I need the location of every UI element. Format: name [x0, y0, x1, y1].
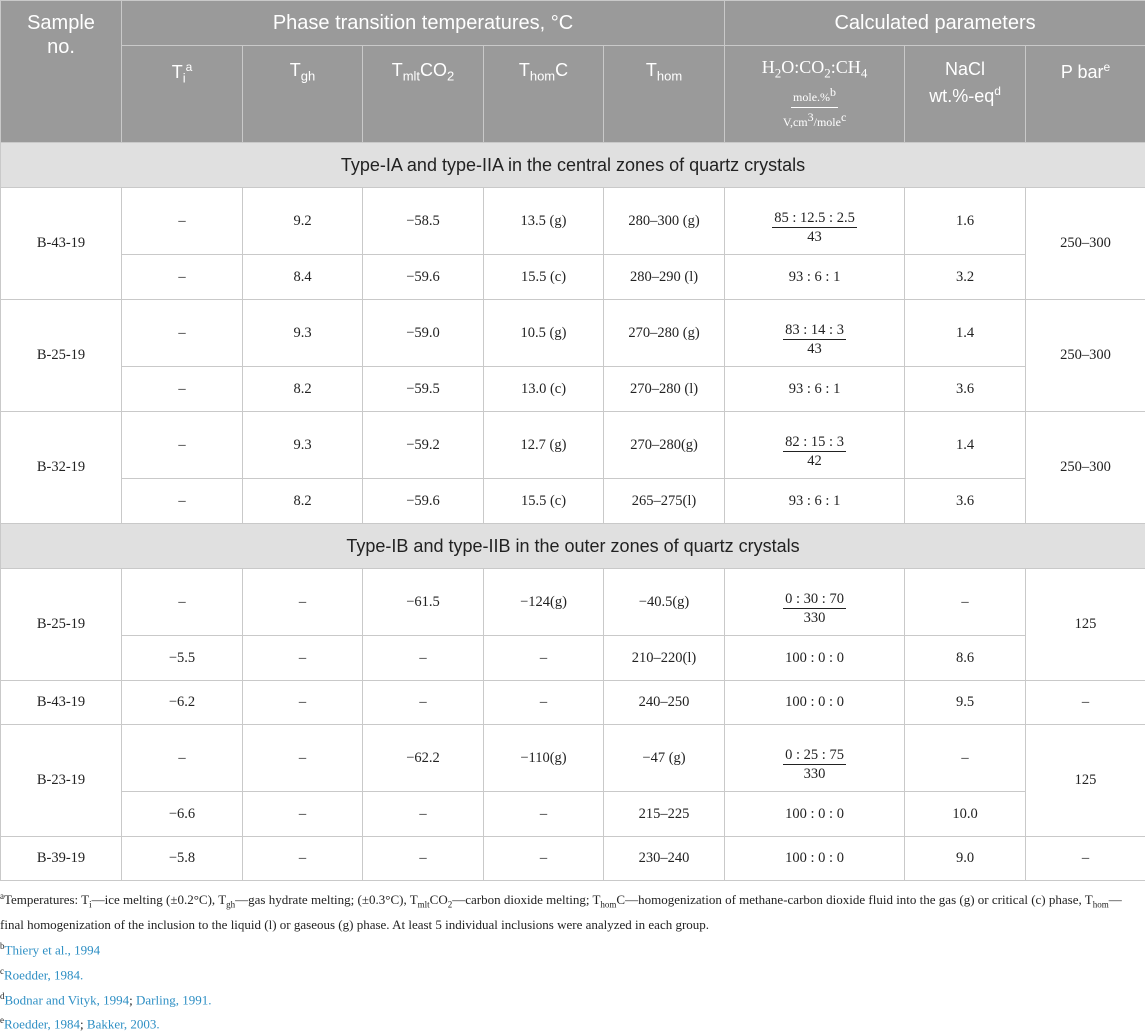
tgh-cell: 8.2 — [243, 479, 363, 524]
table-row — [1, 300, 1145, 367]
tmlt-cell: −62.2 — [363, 725, 484, 792]
tmlt-cell: −59.6 — [363, 479, 484, 524]
tmlt-cell: – — [363, 837, 484, 881]
tgh-cell: 9.3 — [243, 412, 363, 479]
table-row — [1, 479, 1145, 524]
composition-fraction — [783, 321, 846, 358]
thomc-cell: – — [484, 792, 604, 837]
nacl-cell: 1.4 — [905, 300, 1026, 367]
ti-cell: – — [122, 300, 243, 367]
tgh-cell: – — [243, 681, 363, 725]
thomc-cell: 15.5 (c) — [484, 479, 604, 524]
thomc-cell: – — [484, 837, 604, 881]
tmlt-cell: −59.0 — [363, 300, 484, 367]
composition-cell: 100 : 0 : 0 — [725, 636, 905, 681]
composition-unit: mole.%$^b$ — [791, 83, 838, 108]
nacl-cell: 3.2 — [905, 255, 1026, 300]
pressure-cell: 125 — [1026, 569, 1145, 681]
thom-cell: 280–300 (g) — [604, 188, 725, 255]
tmlt-cell: – — [363, 636, 484, 681]
table-row — [1, 255, 1145, 300]
footnote-b: $^b$Thiery et al., 1994 — [0, 936, 1140, 961]
nacl-cell: 3.6 — [905, 479, 1026, 524]
composition-cell — [725, 188, 905, 255]
tgh-cell: – — [243, 792, 363, 837]
tgh-cell: 8.2 — [243, 367, 363, 412]
composition-cell — [725, 412, 905, 479]
sample-no-header: Sample no. — [1, 1, 122, 143]
composition-ratio: 0 : 25 : 75 — [783, 746, 846, 765]
reference-link[interactable]: Bodnar and Vityk, 1994 — [5, 992, 130, 1007]
reference-link[interactable]: Darling, 1991. — [136, 992, 211, 1007]
thomc-cell: −124(g) — [484, 569, 604, 636]
footnote-c: $^c$Roedder, 1984. — [0, 961, 1140, 986]
table-row — [1, 792, 1145, 837]
tmlt-cell: −59.6 — [363, 255, 484, 300]
composition-cell: 100 : 0 : 0 — [725, 792, 905, 837]
section-title: Type-IA and type-IIA in the central zones of quartz crystals — [1, 143, 1145, 188]
section-title: Type-IB and type-IIB in the outer zones of quartz crystals — [1, 524, 1145, 569]
sample-cell: B-43-19 — [1, 188, 122, 300]
tmlt-cell: −59.5 — [363, 367, 484, 412]
ti-header: $T_i^a$ — [122, 46, 243, 143]
tgh-cell: – — [243, 725, 363, 792]
thomc-cell: 13.0 (c) — [484, 367, 604, 412]
tmlt-cell: – — [363, 792, 484, 837]
table-row — [1, 412, 1145, 479]
nacl-cell: 1.4 — [905, 412, 1026, 479]
pressure-cell: 250–300 — [1026, 300, 1145, 412]
composition-cell: 93 : 6 : 1 — [725, 367, 905, 412]
composition-fraction — [783, 433, 846, 470]
nacl-cell: – — [905, 725, 1026, 792]
tmlt-co2-header: $T_{mlt}CO_2$ — [363, 46, 484, 143]
ti-cell: −6.6 — [122, 792, 243, 837]
ti-cell: – — [122, 367, 243, 412]
ti-cell: – — [122, 569, 243, 636]
ti-cell: – — [122, 479, 243, 524]
molar-volume: 43 — [783, 340, 846, 358]
tgh-cell: – — [243, 636, 363, 681]
tmlt-cell: −59.2 — [363, 412, 484, 479]
thom-cell: 280–290 (l) — [604, 255, 725, 300]
reference-link[interactable]: Bakker, 2003. — [87, 1017, 160, 1032]
table-row — [1, 636, 1145, 681]
footnote-e: $^e$Roedder, 1984; Bakker, 2003. — [0, 1010, 1140, 1035]
composition-cell: 100 : 0 : 0 — [725, 837, 905, 881]
nacl-cell: 1.6 — [905, 188, 1026, 255]
composition-cell — [725, 725, 905, 792]
thom-cell: 215–225 — [604, 792, 725, 837]
thomc-cell: 13.5 (g) — [484, 188, 604, 255]
thom-header: $T_{hom}$ — [604, 46, 725, 143]
tgh-header: $T_{gh}$ — [243, 46, 363, 143]
section-row — [1, 524, 1145, 569]
table-row — [1, 681, 1145, 725]
tgh-cell: 8.4 — [243, 255, 363, 300]
ti-cell: – — [122, 412, 243, 479]
nacl-cell: – — [905, 569, 1026, 636]
sample-cell: B-25-19 — [1, 300, 122, 412]
table-header — [1, 1, 1145, 143]
table-body — [1, 143, 1145, 881]
ti-cell: – — [122, 725, 243, 792]
composition-cell: 93 : 6 : 1 — [725, 255, 905, 300]
pressure-cell: – — [1026, 837, 1145, 881]
thomc-cell: −110(g) — [484, 725, 604, 792]
reference-link[interactable]: Thiery et al., 1994 — [5, 942, 101, 957]
pressure-cell: – — [1026, 681, 1145, 725]
thomc-cell: 10.5 (g) — [484, 300, 604, 367]
thom-cell: 270–280 (g) — [604, 300, 725, 367]
footnote-d: $^d$Bodnar and Vityk, 1994; Darling, 1991. — [0, 986, 1140, 1011]
tmlt-cell: – — [363, 681, 484, 725]
ti-cell: −5.5 — [122, 636, 243, 681]
reference-link[interactable]: Roedder, 1984. — [4, 967, 83, 982]
table-row — [1, 837, 1145, 881]
thom-cell: 240–250 — [604, 681, 725, 725]
thom-cell: 210–220(l) — [604, 636, 725, 681]
molar-volume: 330 — [783, 765, 846, 783]
ti-cell: −6.2 — [122, 681, 243, 725]
section-row — [1, 143, 1145, 188]
tgh-cell: – — [243, 837, 363, 881]
composition-cell: 93 : 6 : 1 — [725, 479, 905, 524]
composition-fraction — [772, 209, 857, 246]
molar-volume-unit: $V,cm^3/mole^c$ — [725, 108, 904, 131]
footnotes — [0, 886, 1140, 1035]
calculated-parameters-header: Calculated parameters — [725, 1, 1145, 46]
thom-cell: −47 (g) — [604, 725, 725, 792]
tmlt-cell: −61.5 — [363, 569, 484, 636]
composition-ratio: 82 : 15 : 3 — [783, 433, 846, 452]
ti-cell: −5.8 — [122, 837, 243, 881]
phase-transition-header: Phase transition temperatures, °C — [122, 1, 725, 46]
thomc-header: $T_{hom}C$ — [484, 46, 604, 143]
nacl-cell: 10.0 — [905, 792, 1026, 837]
reference-link[interactable]: Roedder, 1984 — [4, 1017, 80, 1032]
ti-cell: – — [122, 255, 243, 300]
composition-ratio: 85 : 12.5 : 2.5 — [772, 209, 857, 228]
molar-volume: 42 — [783, 452, 846, 470]
pressure-cell: 250–300 — [1026, 188, 1145, 300]
tgh-cell: – — [243, 569, 363, 636]
thomc-cell: – — [484, 681, 604, 725]
footnote-a: $^a$Temperatures: $T_i—ice$ melting (±0.2°C), $T_{gh}—gas$ hydrate melting; (±0.3°C), $T_{mlt}CO_2—carbon$ dioxide melting; $T_{hom}C—homogenization$ of methane-carbon dioxide fluid into the gas (g) or critical (c) phase, $T_{hom}—final$ homogenization of the inclusion to the liquid (l) or gaseous (g) phase. At least 5 individual inclusions were analyzed in each group. — [0, 886, 1140, 936]
tgh-cell: 9.3 — [243, 300, 363, 367]
pressure-cell: 125 — [1026, 725, 1145, 837]
nacl-header: NaCl $wt.\%-eq^d$ — [905, 46, 1026, 143]
pressure-cell: 250–300 — [1026, 412, 1145, 524]
composition-formula: $H_2O:CO_2:CH_4$ — [725, 58, 904, 83]
composition-fraction — [783, 590, 846, 627]
thom-cell: 265–275(l) — [604, 479, 725, 524]
sample-cell: B-25-19 — [1, 569, 122, 681]
thomc-cell: – — [484, 636, 604, 681]
nacl-cell: 8.6 — [905, 636, 1026, 681]
thom-cell: 230–240 — [604, 837, 725, 881]
ti-cell: – — [122, 188, 243, 255]
sample-cell: B-39-19 — [1, 837, 122, 881]
composition-cell: 100 : 0 : 0 — [725, 681, 905, 725]
thomc-cell: 15.5 (c) — [484, 255, 604, 300]
composition-ratio: 0 : 30 : 70 — [783, 590, 846, 609]
thom-cell: −40.5(g) — [604, 569, 725, 636]
nacl-cell: 9.0 — [905, 837, 1026, 881]
thomc-cell: 12.7 (g) — [484, 412, 604, 479]
pressure-header: P bar$^e$ — [1026, 46, 1145, 143]
nacl-cell: 9.5 — [905, 681, 1026, 725]
table-row — [1, 725, 1145, 792]
molar-volume: 330 — [783, 609, 846, 627]
footnote-a-text: Temperatures: $T_i—ice$ melting (±0.2°C), $T_{gh}—gas$ hydrate melting; (±0.3°C), $T_{mlt}CO_2—carbon$ dioxide melting; $T_{hom}C—homogenization$ of methane-carbon dioxide fluid into the gas (g) or critical (c) phase, $T_{hom}—final$ homogenization of the inclusion to the liquid (l) or gaseous (g) phase. At least 5 individual inclusions were analyzed in each group. — [0, 892, 1122, 932]
table-row — [1, 569, 1145, 636]
thom-cell: 270–280 (l) — [604, 367, 725, 412]
table-row — [1, 367, 1145, 412]
tmlt-cell: −58.5 — [363, 188, 484, 255]
thom-cell: 270–280(g) — [604, 412, 725, 479]
molar-volume: 43 — [772, 228, 857, 246]
composition-ratio: 83 : 14 : 3 — [783, 321, 846, 340]
composition-cell — [725, 569, 905, 636]
tgh-cell: 9.2 — [243, 188, 363, 255]
composition-header — [725, 46, 905, 143]
composition-fraction — [783, 746, 846, 783]
sample-cell: B-23-19 — [1, 725, 122, 837]
sample-cell: B-43-19 — [1, 681, 122, 725]
composition-cell — [725, 300, 905, 367]
sample-cell: B-32-19 — [1, 412, 122, 524]
table-row — [1, 188, 1145, 255]
nacl-cell: 3.6 — [905, 367, 1026, 412]
